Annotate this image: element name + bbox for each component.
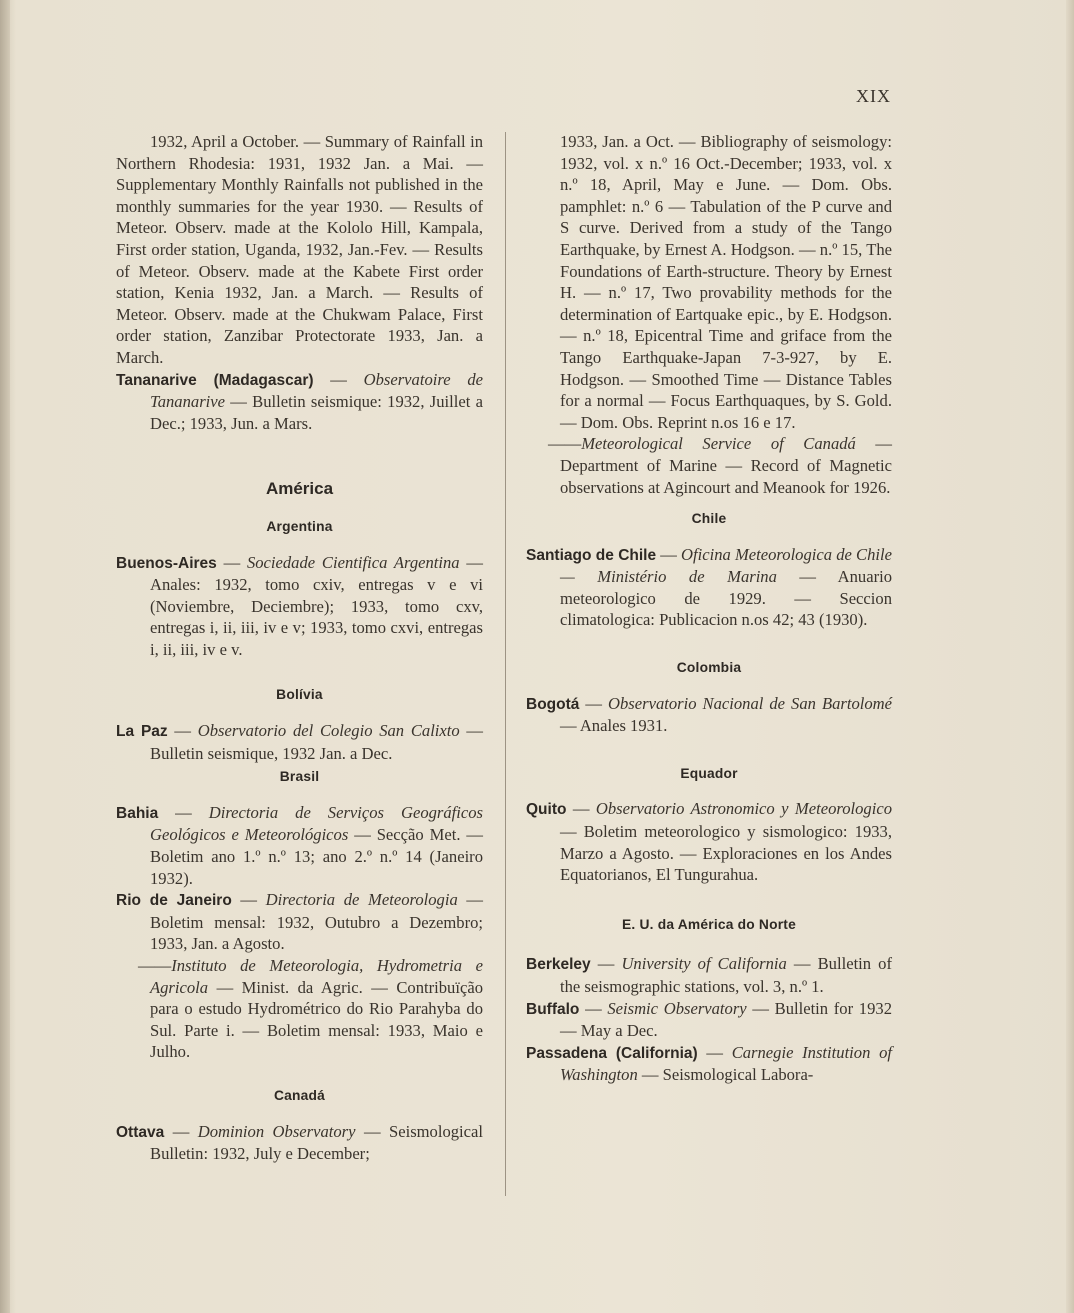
entry-place: Rio de Janeiro <box>116 892 232 910</box>
entry-text: — Anales: 1932, tomo cxiv, entregas v e vi (Noviembre, Deciembre); 1933, tomo cxv, entregas i, ii, iii, iv e v; 1933, tomo cxvi, entregas i, ii, iii, iv e v. <box>150 552 483 659</box>
entry-place: Bahia <box>116 804 159 822</box>
entry-bogota <box>526 693 892 737</box>
page-number: XIX <box>856 86 891 106</box>
entry-text: — Anuario meteorologico de 1929. — Seccion climatologica: Publicacion n.os 42; 43 (1930). <box>560 567 893 630</box>
entry-place: Buffalo <box>526 1000 580 1018</box>
subsection-heading-eua: E. U. da América do Norte <box>622 916 796 932</box>
entry-santiago-de-chile <box>526 544 892 631</box>
subsection-heading-chile: Chile <box>691 511 727 527</box>
entry-quito <box>526 798 892 885</box>
entry-buffalo <box>526 998 892 1042</box>
column-divider <box>505 132 506 1196</box>
entry-text: — Seismological Labora- <box>637 1065 814 1085</box>
section-heading-america: América <box>265 479 334 499</box>
entry-institution: Observatorio Astronomico y Meteorologico <box>595 799 892 819</box>
entry-text: — Seismological Bulletin: 1932, July e December; <box>150 1121 484 1164</box>
entry-meteorological-service-canada <box>526 433 892 498</box>
entry-institution: Meteorological Service of Canadá <box>581 434 856 454</box>
entry-separator: — <box>231 890 266 910</box>
entry-text: — Department of Marine — Record of Magnetic observations at Agincourt and Meanook for 1926. <box>560 434 892 497</box>
entry-institution: Dominion Observatory <box>197 1121 356 1141</box>
subsection-heading-canada: Canadá <box>273 1087 326 1103</box>
entry-text: — Boletim meteorologico y sismologico: 1933, Marzo a Agosto. — Exploraciones en los Andes Equatorianos, El Tungurahua. <box>560 822 892 885</box>
entry-rio-de-janeiro <box>116 889 483 955</box>
entry-separator: — <box>566 799 596 819</box>
entry-tananarive <box>116 369 483 435</box>
entry-institution: Oficina Meteorologica de Chile — Ministério de Marina <box>560 544 892 587</box>
entry-institution: Carnegie Institution of Washington <box>560 1042 892 1085</box>
page-edge <box>1066 0 1074 1313</box>
left-column <box>116 131 483 1165</box>
subsection-heading-argentina: Argentina <box>266 518 333 534</box>
entry-separator: — <box>216 552 247 572</box>
entry-place: Tananarive (Madagascar) <box>116 371 314 389</box>
entry-institution: Seismic Observatory <box>607 998 747 1018</box>
subsection-heading-colombia: Colombia <box>676 660 742 676</box>
entry-text: — Minist. da Agric. — Contribuïção para o estudo Hydrométrico do Rio Parahyba do Sul. Parte i. — Boletim mensal: 1933, Maio e Julho. <box>150 977 483 1062</box>
entry-dash: —— <box>138 956 172 975</box>
entry-pasadena <box>526 1042 892 1086</box>
entry-separator: — <box>656 544 682 564</box>
entry-separator: — <box>579 693 609 713</box>
entry-text: — Anales 1931. <box>560 716 668 736</box>
entry-place: Santiago de Chile <box>526 546 657 564</box>
page-gutter-shadow <box>0 0 10 1313</box>
continuation-text: 1933, Jan. a Oct. — Bibliography of seismology: 1932, vol. x n.º 16 Oct.-December; 1933, vol. x n.º 18, April, May e June. — Dom. Obs. pamphlet: n.º 6 — Tabulation of the P curve and S curve. Derived from a study of the Tango Earthquake, by Ernest A. Hodgson. — n.º 15, The Foundations of Earth-structure. Theory by Ernest H. — n.º 17, Two provability methods for the determination of Eartquake epic., by E. Hodgson. — n.º 18, Epicentral Time and griface from the Tango Earthquake-Japan 7-3-927, by E. Hodgson. — Smoothed Time — Distance Tables for a normal — Focus Earthquaques, by S. Gold. — Dom. Obs. Reprint n.os 16 e 17. <box>560 132 892 432</box>
right-column <box>526 131 892 1086</box>
entry-separator: — <box>167 721 198 741</box>
entry-separator: — <box>313 369 364 389</box>
entry-institution: Observatoire de Tananarive <box>150 369 483 412</box>
entry-place: Passadena (California) <box>526 1044 698 1062</box>
entry-text: — Boletim mensal: 1932, Outubro a Dezembro; 1933, Jan. a Agosto. <box>150 890 483 954</box>
entry-la-paz <box>116 720 483 764</box>
entry-text: — Bulletin seismique: 1932, Juillet a Dec.; 1933, Jun. a Mars. <box>150 392 483 433</box>
entry-separator: — <box>158 802 209 822</box>
entry-institution: Sociedade Cientifica Argentina <box>246 552 460 572</box>
continuation-text: 1932, April a October. — Summary of Rainfall in Northern Rhodesia: 1931, 1932 Jan. a Mai. — Supplementary Monthly Rainfalls not published in the monthly summaries for the year 1930. — Results of Meteor. Observ. made at the Kololo Hill, Kampala, First order station, Uganda, 1932, Jan.-Fev. — Results of Meteor. Observ. made at the Kabete First order station, Kenia 1932, Jan. a March. — Results of Meteor. Observ. made at the Chukwam Palace, First order station, Zanzibar Protectorate 1933, Jan. a March. <box>116 132 483 367</box>
subsection-heading-bolivia: Bolívia <box>276 687 323 703</box>
entry-separator: — <box>164 1121 198 1141</box>
entry-place: Bogotá <box>526 695 580 713</box>
subsection-heading-brasil: Brasil <box>279 769 320 785</box>
entry-place: Ottava <box>116 1123 165 1141</box>
entry-text: — Bulletin seismique, 1932 Jan. a Dec. <box>150 721 484 763</box>
entry-dash: —— <box>548 434 582 454</box>
entry-bahia <box>116 802 483 889</box>
entry-buenos-aires <box>116 552 483 661</box>
entry-berkeley <box>526 953 892 997</box>
entry-institution: Observatorio del Colegio San Calixto <box>197 721 460 741</box>
entry-ottava <box>116 1121 483 1165</box>
entry-text: — Bulletin for 1932 — May a Dec. <box>560 998 892 1041</box>
entry-institution: Instituto de Meteorologia, Hydrometria e Agricola <box>150 956 483 997</box>
entry-text: — Secção Met. — Boletim ano 1.º n.º 13; ano 2.º n.º 14 (Janeiro 1932). <box>150 825 483 888</box>
entry-separator: — <box>579 998 608 1018</box>
entry-place: Buenos-Aires <box>116 554 217 572</box>
entry-rio-instituto <box>116 955 483 1063</box>
entry-text: — Bulletin of the seismographic stations, vol. 3, n.º 1. <box>560 954 893 996</box>
entry-separator: — <box>590 954 622 974</box>
entry-separator: — <box>697 1042 732 1062</box>
subsection-heading-equador: Equador <box>680 765 738 781</box>
entry-institution: Directoria de Meteorologia <box>265 890 458 910</box>
entry-place: Quito <box>526 801 567 819</box>
entry-institution: Observatorio Nacional de San Bartolomé <box>608 693 892 713</box>
entry-place: La Paz <box>116 723 168 741</box>
entry-institution: University of California <box>621 954 787 974</box>
entry-place: Berkeley <box>526 956 591 974</box>
entry-institution: Directoria de Serviços Geográficos Geológicos e Meteorológicos <box>150 802 484 845</box>
